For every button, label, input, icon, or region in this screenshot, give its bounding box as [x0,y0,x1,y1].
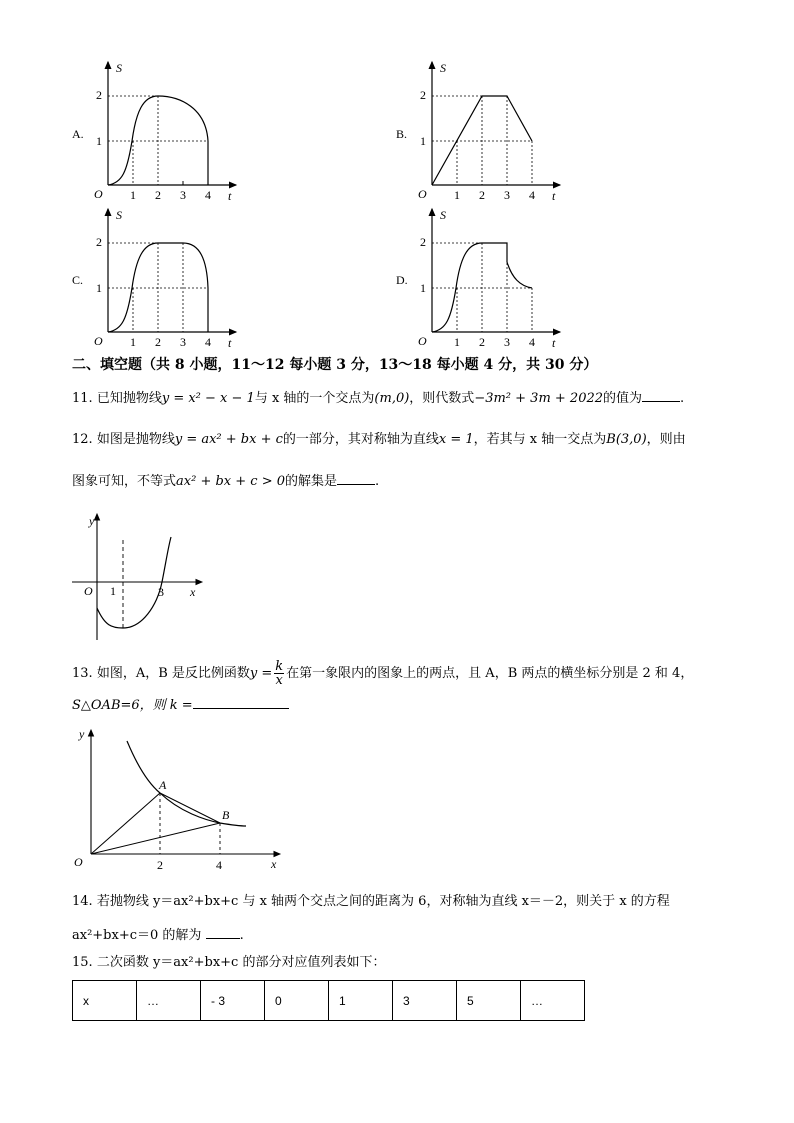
option-a-label: A. [72,127,84,141]
svg-text:O: O [418,187,427,201]
question-12-line2: 图象可知，不等式ax² + bx + c > 0的解集是 . [72,474,380,489]
svg-text:2: 2 [420,235,426,249]
svg-text:O: O [74,855,83,869]
svg-text:3: 3 [504,188,510,202]
svg-text:t: t [552,336,556,350]
svg-text:O: O [94,187,103,201]
table-row [73,981,585,1021]
option-d-label: D. [396,273,408,287]
svg-text:A: A [159,778,167,792]
question-12-line1: 12. 如图是抛物线y = ax² + bx + c的一部分，其对称轴为直线x = 1，若其与 x 轴一交点为B(3,0)，则由 [72,432,686,447]
svg-text:4: 4 [205,188,211,202]
svg-text:O: O [418,334,427,348]
svg-text:1: 1 [110,584,116,598]
svg-text:B: B [222,808,230,822]
svg-text:y: y [89,514,95,528]
svg-text:2: 2 [420,88,426,102]
svg-text:S: S [440,208,446,222]
table-cell: - 3 [201,981,265,1021]
svg-text:2: 2 [96,235,102,249]
table-cell: 1 [329,981,393,1021]
svg-text:t: t [552,189,556,203]
table-cell: 5 [457,981,521,1021]
svg-text:1: 1 [420,134,426,148]
svg-text:t: t [228,336,232,350]
svg-text:1: 1 [130,335,136,349]
svg-text:t: t [228,189,232,203]
svg-text:S: S [116,208,122,222]
answer-blank-14 [206,926,240,939]
value-table [72,980,585,1021]
svg-text:4: 4 [216,858,222,872]
svg-text:2: 2 [155,335,161,349]
svg-text:2: 2 [155,188,161,202]
q13-graph [74,727,280,872]
table-cell: 3 [393,981,457,1021]
section-heading: 二、填空题（共 8 小题，11～12 每小题 3 分，13～18 每小题 4 分，共 30 分） [72,357,598,373]
svg-text:1: 1 [130,188,136,202]
table-cell: x [73,981,137,1021]
svg-text:x: x [190,585,196,599]
svg-text:y: y [79,727,85,741]
svg-text:1: 1 [96,134,102,148]
option-c-label: C. [72,273,84,287]
table-cell: … [137,981,201,1021]
svg-text:2: 2 [96,88,102,102]
svg-text:1: 1 [454,188,460,202]
svg-text:4: 4 [529,335,535,349]
question-15: 15. 二次函数 y＝ax²+bx+c 的部分对应值列表如下： [72,955,386,970]
svg-text:1: 1 [454,335,460,349]
svg-text:O: O [84,584,93,598]
svg-text:3: 3 [180,335,186,349]
question-11: 11. 已知抛物线y = x² − x − 1与 x 轴的一个交点为(m,0)，则代数式−3m² + 3m + 2022的值为 . [72,391,685,406]
svg-text:S: S [116,61,122,75]
question-14-line1: 14. 若抛物线 y＝ax²+bx+c 与 x 轴两个交点之间的距离为 6，对称轴为直线 x＝－2，则关于 x 的方程 [72,894,670,909]
svg-text:3: 3 [158,585,164,599]
svg-text:O: O [94,334,103,348]
table-cell: 0 [265,981,329,1021]
question-13-line1: 13. 如图，A，B 是反比例函数y = $\frac{k}{x}$ 在第一象限内的图象上的两点，且 A，B 两点的横坐标分别是 2 和 4， [72,659,694,688]
svg-text:S: S [440,61,446,75]
svg-text:3: 3 [504,335,510,349]
svg-text:4: 4 [529,188,535,202]
svg-text:x: x [271,857,277,871]
svg-text:4: 4 [205,335,211,349]
svg-text:2: 2 [157,858,163,872]
table-cell: … [521,981,585,1021]
option-b-label: B. [396,127,408,141]
svg-text:1: 1 [420,281,426,295]
svg-text:3: 3 [180,188,186,202]
svg-text:2: 2 [479,335,485,349]
svg-text:2: 2 [479,188,485,202]
svg-text:1: 1 [96,281,102,295]
question-13-line2: S△OAB=6，则 k = [72,696,289,715]
question-14-line2: ax²+bx+c＝0 的解为 . [72,928,244,943]
